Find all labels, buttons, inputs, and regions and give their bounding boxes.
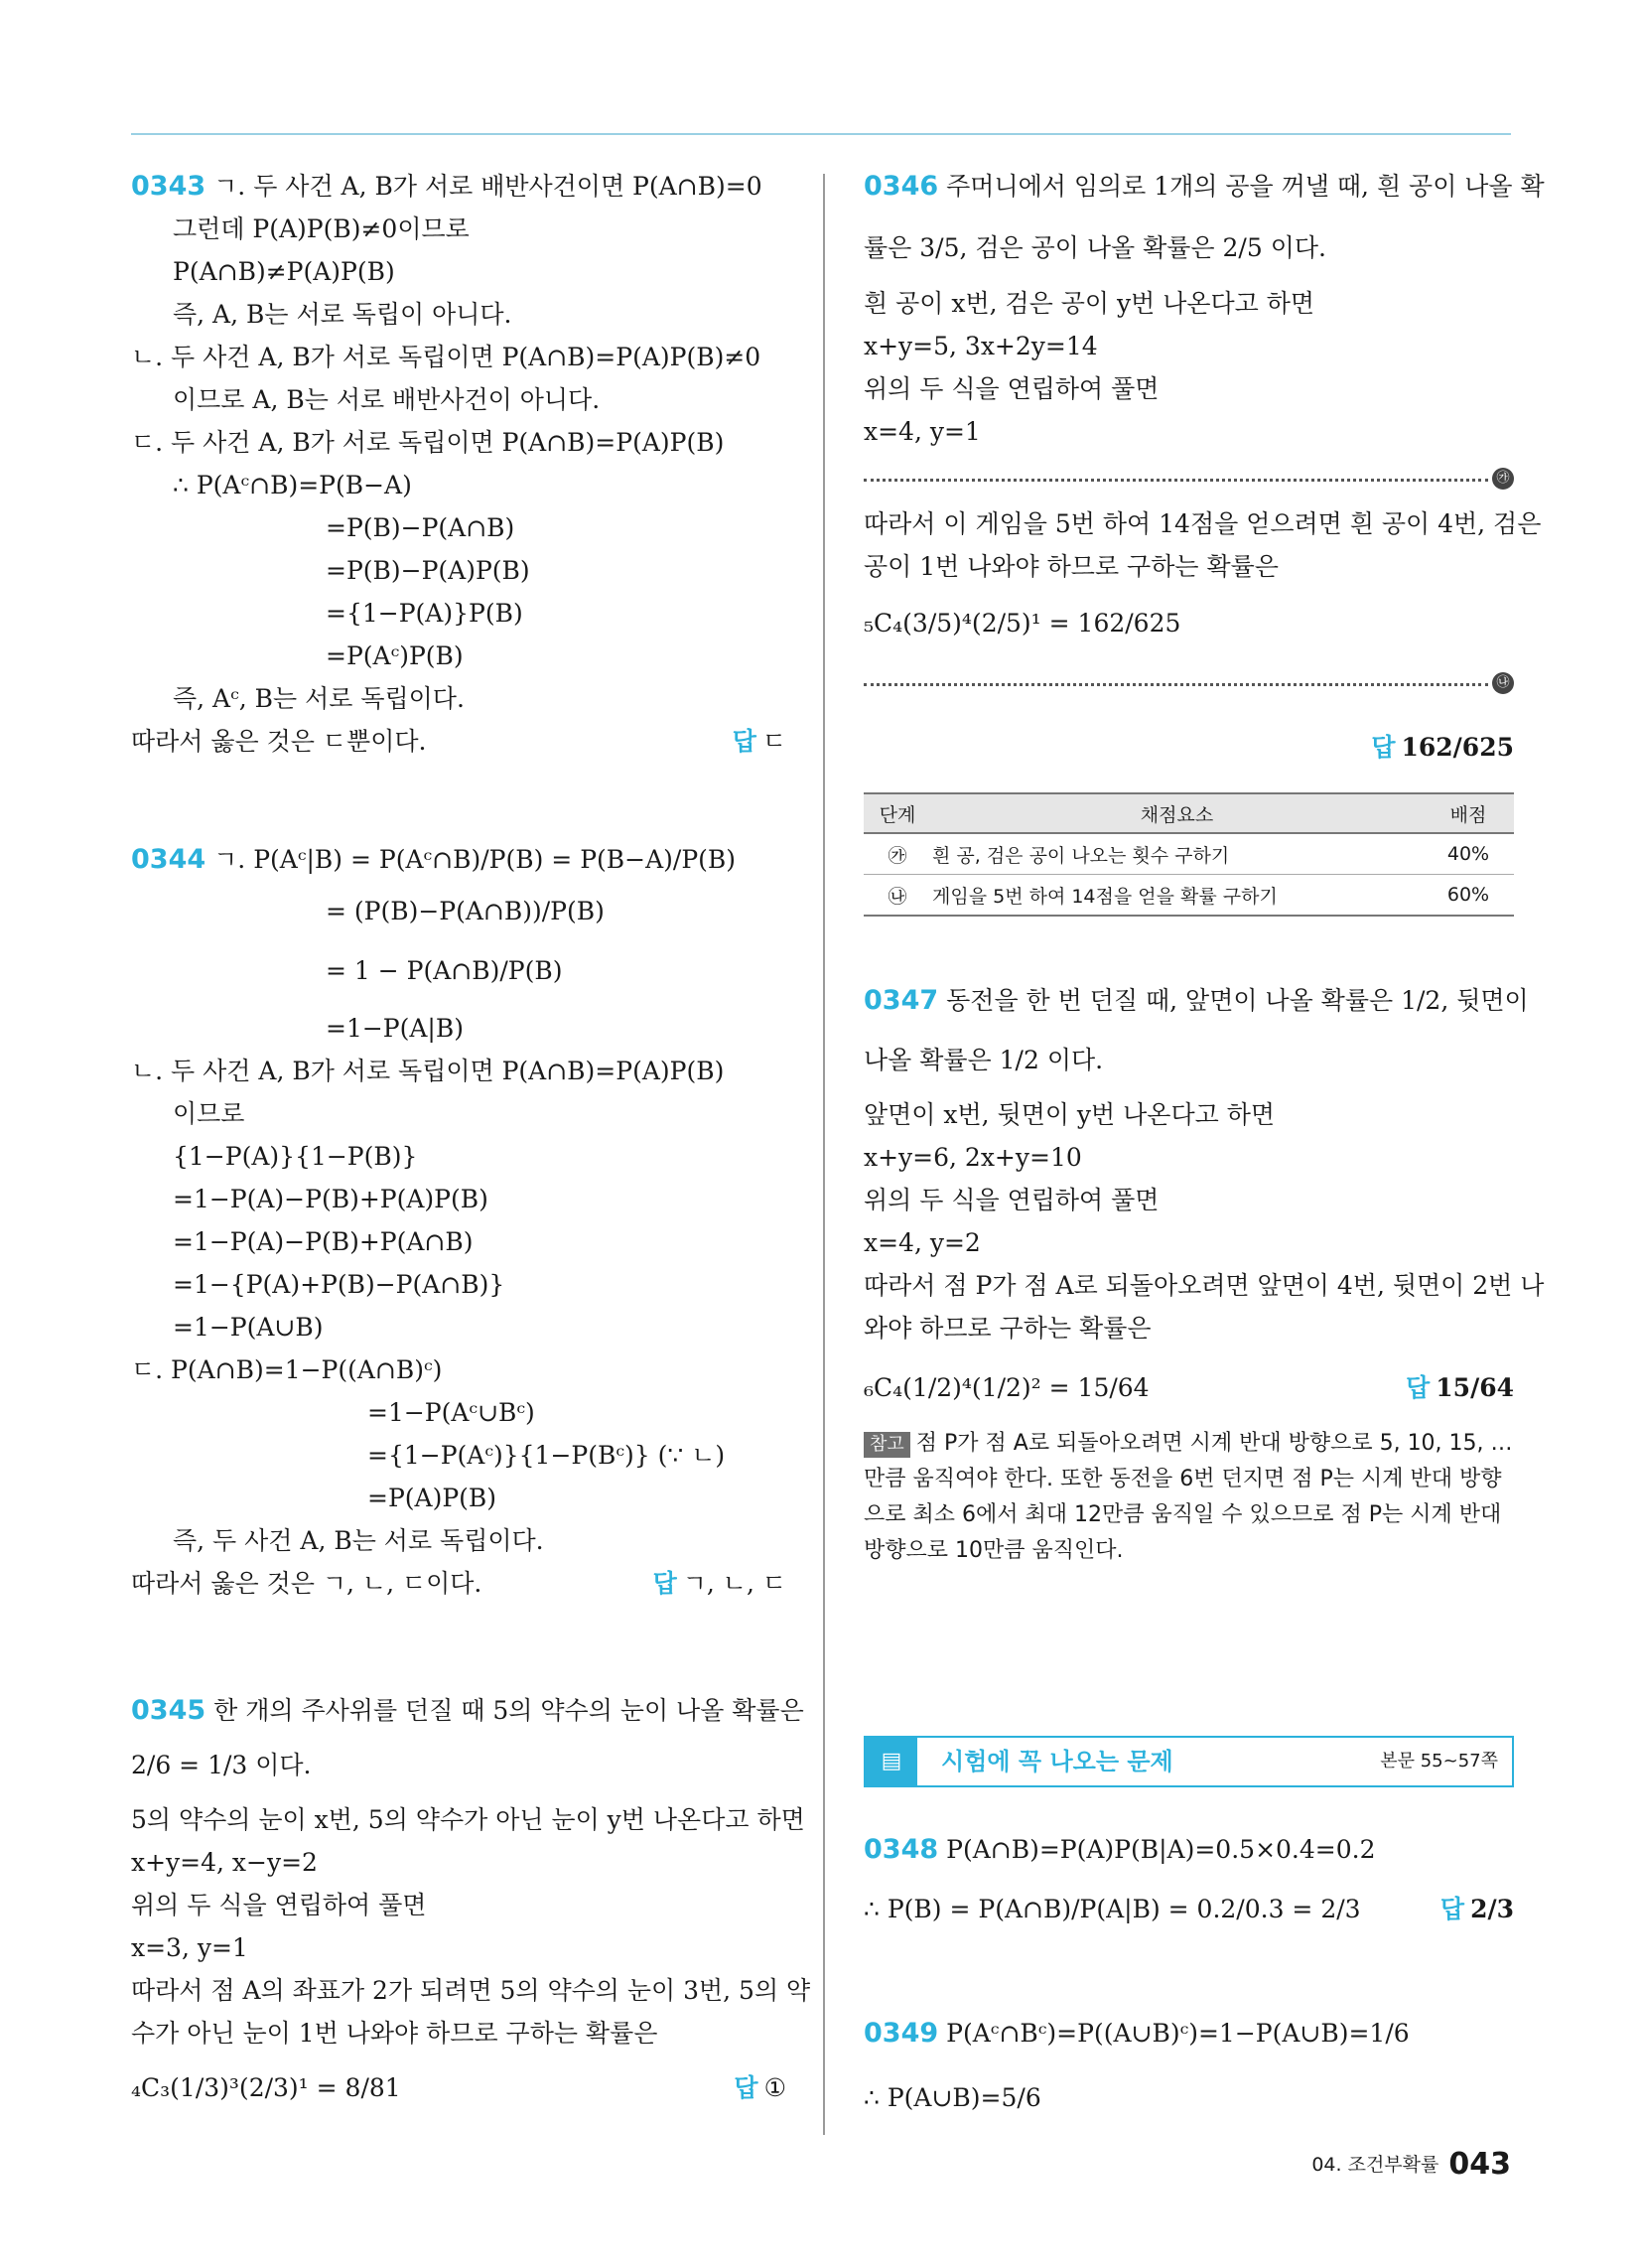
q347-line-5: 위의 두 식을 연립하여 풀면 [864,1186,1160,1214]
chapter-title: 04. 조건부확률 [1311,2154,1439,2176]
table-row [864,833,1514,875]
q344-number: 0344 [131,844,206,875]
q344-line-3: = 1 − P(A∩B)/P(B) [326,956,563,985]
q345-line-4: x+y=4, x−y=2 [131,1848,318,1877]
section-banner [864,1736,1514,1787]
q343-line-2: 그런데 P(A)P(B)≠0이므로 [173,214,470,243]
step-marker-ga: ㉮ [1492,468,1514,490]
q344-line-16: 즉, 두 사건 A, B는 서로 독립이다. [173,1526,544,1555]
q344-line-5: ㄴ. 두 사건 A, B가 서로 독립이면 P(A∩B)=P(A)P(B) [131,1057,725,1085]
q344-line-6: 이므로 [173,1099,245,1128]
q344-line-8: =1−P(A)−P(B)+P(A)P(B) [173,1185,488,1213]
q348-line-1: 0348 P(A∩B)=P(A)P(B|A)=0.5×0.4=0.2 [864,1834,1376,1865]
score-header-points: 배점 [1423,793,1514,833]
score-step-1: ㉮ [864,833,931,875]
q344-line-9: =1−P(A)−P(B)+P(A∩B) [173,1227,474,1256]
q343-number: 0343 [131,171,206,202]
q343-line-9: =P(B)−P(A∩B) [326,513,515,542]
q347-line-8: 와야 하므로 구하는 확률은 [864,1314,1152,1343]
q348-number: 0348 [864,1834,939,1865]
q343-answer: 답 ㄷ [732,727,786,756]
q345-line-5: 위의 두 식을 연립하여 풀면 [131,1891,427,1919]
q348-answer: 답 2/3 [1439,1895,1514,1923]
notebook-icon: ▤ [866,1738,917,1785]
score-table-header [864,793,1514,833]
banner-title: 시험에 꼭 나오는 문제 [941,1748,1173,1775]
note-tag: 참고 [864,1432,910,1458]
table-row [864,875,1514,917]
q344-line-13: =1−P(Aᶜ∪Bᶜ) [367,1398,535,1427]
q347-line-2: 나올 확률은 1/2 이다. [864,1046,1104,1074]
q345-number: 0345 [131,1695,206,1726]
q343-line-5: ㄴ. 두 사건 A, B가 서로 독립이면 P(A∩B)=P(A)P(B)≠0 [131,343,761,371]
banner-page-ref: 본문 55~57쪽 [1380,1751,1498,1772]
q346-answer: 답 162/625 [1371,733,1514,762]
q346-line-7: 따라서 이 게임을 5번 하여 14점을 얻으려면 흰 공이 4번, 검은 [864,509,1542,538]
score-step-2: ㉯ [864,875,931,917]
q347-answer: 답 15/64 [1406,1373,1514,1402]
q345-line-7: 따라서 점 A의 좌표가 2가 되려면 5의 약수의 눈이 3번, 5의 약 [131,1976,811,2005]
score-points-2: 60% [1423,875,1514,917]
q343-line-4: 즉, A, B는 서로 독립이 아니다. [173,300,512,329]
q343-line-3: P(A∩B)≠P(A)P(B) [173,257,395,286]
q347-line-9: ₆C₄(1/2)⁴(1/2)² = 15/64 [864,1373,1150,1402]
note-line-3: 으로 최소 6에서 최대 12만큼 움직일 수 있으므로 점 P는 시계 반대 [864,1502,1502,1527]
q347-line-6: x=4, y=2 [864,1228,981,1257]
q344-line-7: {1−P(A)}{1−P(B)} [173,1142,418,1171]
q347-line-7: 따라서 점 P가 점 A로 되돌아오려면 앞면이 4번, 뒷면이 2번 나 [864,1271,1545,1300]
q345-line-2: 2/6 = 1/3 이다. [131,1751,312,1779]
q343-line-13: 즉, Aᶜ, B는 서로 독립이다. [173,684,465,713]
q346-line-8: 공이 1번 나와야 하므로 구하는 확률은 [864,552,1279,581]
q344-line-12: ㄷ. P(A∩B)=1−P((A∩B)ᶜ) [131,1355,443,1384]
q346-line-5: 위의 두 식을 연립하여 풀면 [864,374,1160,403]
q346-line-2: 률은 3/5, 검은 공이 나올 확률은 2/5 이다. [864,233,1326,262]
page-footer [1311,2145,1511,2185]
q344-line-15: =P(A)P(B) [367,1484,497,1512]
q344-line-2: = (P(B)−P(A∩B))/P(B) [326,897,605,925]
dotted-separator [864,683,1488,686]
q344-answer: 답 ㄱ, ㄴ, ㄷ [652,1569,786,1598]
q345-line-8: 수가 아닌 눈이 1번 나와야 하므로 구하는 확률은 [131,2019,658,2048]
q344-line-4: =1−P(A|B) [326,1014,464,1043]
page-number: 043 [1448,2147,1511,2182]
q343-line-1: 0343 ㄱ. 두 사건 A, B가 서로 배반사건이면 P(A∩B)=0 [131,171,762,202]
score-header-step: 단계 [864,793,931,833]
q347-number: 0347 [864,985,939,1016]
q343-line-7: ㄷ. 두 사건 A, B가 서로 독립이면 P(A∩B)=P(A)P(B) [131,428,725,457]
q345-line-1: 0345 한 개의 주사위를 던질 때 5의 약수의 눈이 나올 확률은 [131,1695,804,1726]
q343-line-12: =P(Aᶜ)P(B) [326,641,464,670]
q345-line-6: x=3, y=1 [131,1933,248,1962]
q346-line-6: x=4, y=1 [864,417,981,446]
score-header-item: 채점요소 [931,793,1423,833]
note-line-2: 만큼 움직여야 한다. 또한 동전을 6번 던지면 점 P는 시계 반대 방향 [864,1467,1502,1491]
score-points-1: 40% [1423,833,1514,875]
q348-line-2: ∴ P(B) = P(A∩B)/P(A|B) = 0.2/0.3 = 2/3 [864,1895,1361,1923]
q346-line-3: 흰 공이 x번, 검은 공이 y번 나온다고 하면 [864,289,1315,318]
q349-line-1: 0349 P(Aᶜ∩Bᶜ)=P((A∪B)ᶜ)=1−P(A∪B)=1/6 [864,2018,1410,2049]
q344-line-17: 따라서 옳은 것은 ㄱ, ㄴ, ㄷ이다. [131,1569,482,1598]
note-line-1: 참고 점 P가 점 A로 되돌아오려면 시계 반대 방향으로 5, 10, 15, … [864,1424,1513,1464]
score-table [864,792,1514,917]
q345-answer: 답 ① [734,2073,786,2102]
top-rule [131,133,1511,135]
q346-line-9: ₅C₄(3/5)⁴(2/5)¹ = 162/625 [864,609,1181,638]
step-marker-na: ㉯ [1492,672,1514,694]
q344-line-14: ={1−P(Aᶜ)}{1−P(Bᶜ)} (∵ ㄴ) [367,1441,726,1470]
q349-line-2: ∴ P(A∪B)=5/6 [864,2083,1041,2112]
q349-number: 0349 [864,2018,939,2049]
q344-line-11: =1−P(A∪B) [173,1313,324,1342]
q344-line-1: 0344 ㄱ. P(Aᶜ|B) = P(Aᶜ∩B)/P(B) = P(B−A)/P(B) [131,844,737,875]
q347-line-4: x+y=6, 2x+y=10 [864,1143,1082,1172]
q345-line-3: 5의 약수의 눈이 x번, 5의 약수가 아닌 눈이 y번 나온다고 하면 [131,1805,805,1834]
q343-line-10: =P(B)−P(A)P(B) [326,556,530,585]
q346-line-4: x+y=5, 3x+2y=14 [864,332,1098,360]
q346-number: 0346 [864,171,939,202]
q343-line-14: 따라서 옳은 것은 ㄷ뿐이다. [131,727,427,756]
score-item-2: 게임을 5번 하여 14점을 얻을 확률 구하기 [931,875,1423,917]
q347-line-1: 0347 동전을 한 번 던질 때, 앞면이 나올 확률은 1/2, 뒷면이 [864,985,1529,1016]
q347-line-3: 앞면이 x번, 뒷면이 y번 나온다고 하면 [864,1100,1276,1129]
q346-line-1: 0346 주머니에서 임의로 1개의 공을 꺼낼 때, 흰 공이 나올 확 [864,171,1545,202]
q344-line-10: =1−{P(A)+P(B)−P(A∩B)} [173,1270,505,1299]
score-item-1: 흰 공, 검은 공이 나오는 횟수 구하기 [931,833,1423,875]
column-divider [823,174,825,2135]
q343-line-6: 이므로 A, B는 서로 배반사건이 아니다. [173,385,601,414]
note-line-4: 방향으로 10만큼 움직인다. [864,1538,1124,1563]
q343-line-11: ={1−P(A)}P(B) [326,599,523,628]
q345-line-9: ₄C₃(1/3)³(2/3)¹ = 8/81 [131,2073,401,2102]
dotted-separator [864,479,1488,482]
q343-line-8: ∴ P(Aᶜ∩B)=P(B−A) [173,471,412,499]
